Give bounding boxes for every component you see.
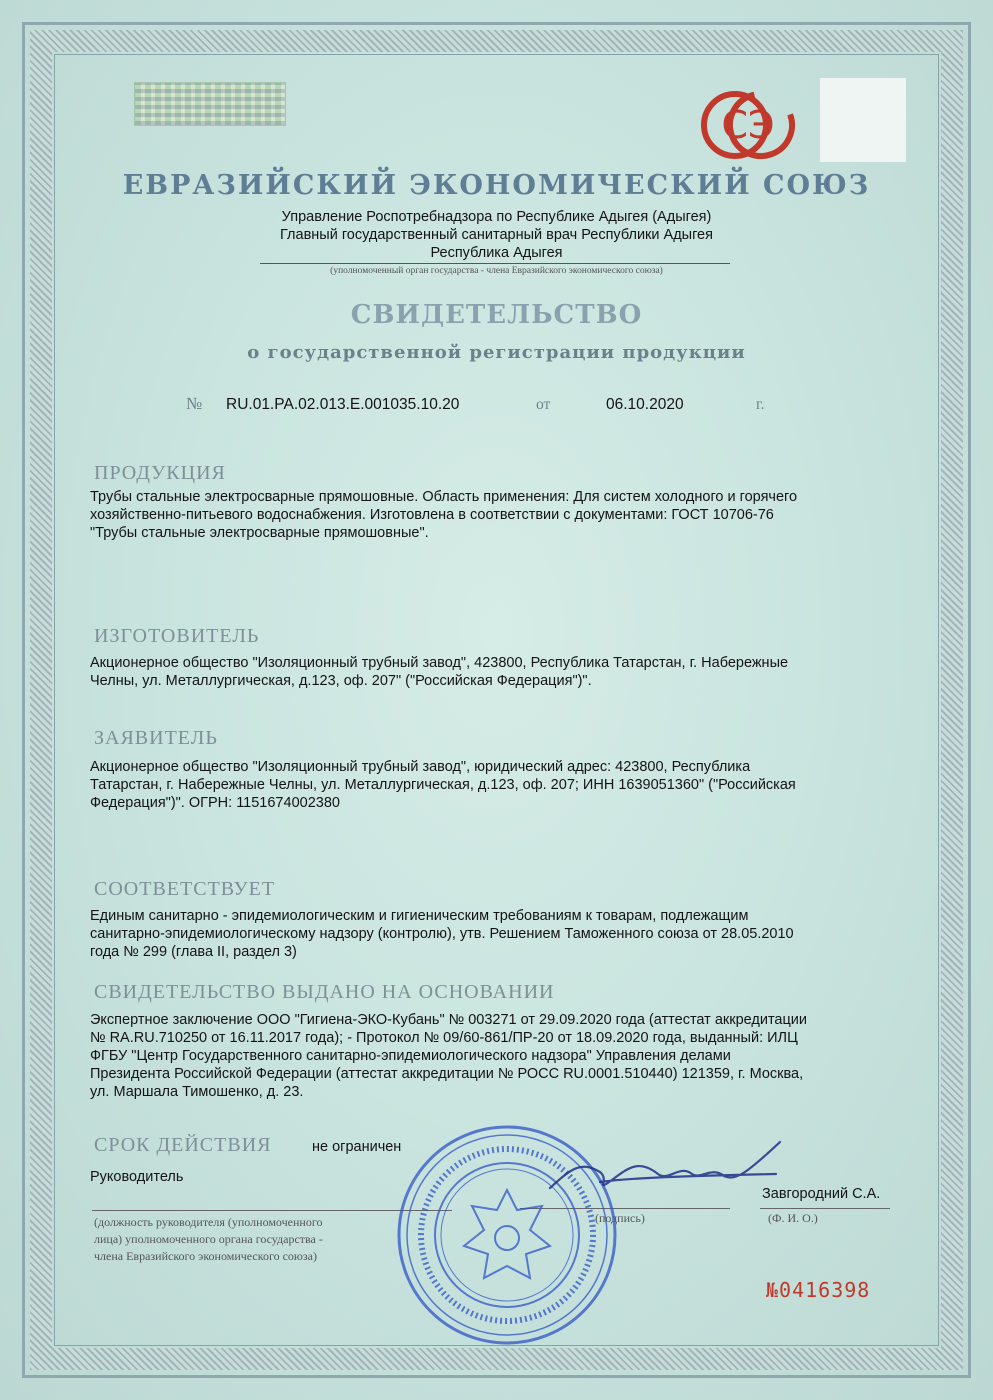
applicant-line: Федерация")". ОГРН: 1151674002380 <box>90 795 340 811</box>
conforms-line: Единым санитарно - эпидемиологическим и гигиеническим требованиям к товарам, подлежащим <box>90 908 749 924</box>
basis-line: ФГБУ "Центр Государственного санитарно-эпидемиологического надзора" Управления делами <box>90 1048 731 1064</box>
svg-text:СЭ: СЭ <box>721 103 775 147</box>
certificate-subtitle: о государственной регистрации продукции <box>247 342 746 363</box>
signer-name: Завгородний С.А. <box>762 1186 881 1202</box>
authority-block <box>0 208 993 262</box>
caption-line: члена Евразийского экономического союза) <box>94 1249 317 1263</box>
product-line: Трубы стальные электросварные прямошовные. Область применения: Для систем холодного и горячего <box>90 489 798 505</box>
caption-line: (должность руководителя (уполномоченного <box>94 1215 323 1229</box>
product-heading: ПРОДУКЦИЯ <box>94 462 226 484</box>
caption-line: лица) уполномоченного органа государства - <box>94 1232 323 1246</box>
manufacturer-text <box>90 654 890 690</box>
signature-caption: (подпись) <box>595 1211 645 1225</box>
name-caption: (Ф. И. О.) <box>768 1211 818 1225</box>
validity-value: не ограничен <box>312 1139 402 1155</box>
signature-scribble-icon <box>540 1130 800 1210</box>
conforms-line: года № 299 (глава II, раздел 3) <box>90 944 297 960</box>
applicant-line: Акционерное общество "Изоляционный трубный завод", юридический адрес: 423800, Республика <box>90 759 751 775</box>
certificate-number: RU.01.РА.02.013.Е.001035.10.20 <box>226 396 460 413</box>
basis-line: № RA.RU.710250 от 16.11.2017 года); - Протокол № 09/60-861/ПР-20 от 18.09.2020 года, выданный: ИЛЦ <box>90 1030 798 1046</box>
product-line: хозяйственно-питьевого водоснабжения. Изготовлена в соответствии с документами: ГОСТ 10706-76 <box>90 507 774 523</box>
signer-role: Руководитель <box>90 1169 184 1185</box>
basis-line: ул. Маршала Тимошенко, д. 23. <box>90 1084 304 1100</box>
basis-line: Президента Российской Федерации (аттестат аккредитации № РОСС RU.0001.510440) 121359, г. Москва, <box>90 1066 804 1082</box>
white-label <box>820 78 906 162</box>
eac-logo-icon <box>700 90 796 160</box>
date-label: от <box>536 396 551 413</box>
authority-line-1: Управление Роспотребнадзора по Республике Адыгея (Адыгея) <box>281 209 712 225</box>
product-line: "Трубы стальные электросварные прямошовные". <box>90 525 429 541</box>
basis-heading: СВИДЕТЕЛЬСТВО ВЫДАНО НА ОСНОВАНИИ <box>94 981 555 1003</box>
applicant-text <box>90 758 890 812</box>
manufacturer-heading: ИЗГОТОВИТЕЛЬ <box>94 625 260 647</box>
position-caption <box>94 1214 323 1265</box>
applicant-heading: ЗАЯВИТЕЛЬ <box>94 727 218 749</box>
authority-line-3: Республика Адыгея <box>430 245 563 261</box>
basis-text <box>90 1011 890 1101</box>
manufacturer-line: Акционерное общество "Изоляционный трубный завод", 423800, Республика Татарстан, г. Набережные <box>90 655 789 671</box>
hologram-sticker <box>134 82 286 126</box>
union-title: ЕВРАЗИЙСКИЙ ЭКОНОМИЧЕСКИЙ СОЮЗ <box>122 170 871 201</box>
certificate-title: СВИДЕТЕЛЬСТВО <box>350 300 643 330</box>
certificate-date: 06.10.2020 <box>606 396 684 413</box>
validity-heading: СРОК ДЕЙСТВИЯ <box>94 1134 272 1156</box>
authority-note: (уполномоченный орган государства - члена Евразийского экономического союза) <box>330 266 663 276</box>
authority-rule <box>260 263 730 264</box>
serial-number: №0416398 <box>766 1278 871 1302</box>
applicant-line: Татарстан, г. Набережные Челны, ул. Металлургическая, д.123, оф. 207; ИНН 1639051360" ("Российская <box>90 777 796 793</box>
conforms-text <box>90 907 890 961</box>
basis-line: Экспертное заключение ООО "Гигиена-ЭКО-Кубань" № 003271 от 29.09.2020 года (аттестат аккредитации <box>90 1012 807 1028</box>
conforms-line: санитарно-эпидемиологическому надзору (контролю), утв. Решением Таможенного союза от 28.05.2010 <box>90 926 794 942</box>
authority-line-2: Главный государственный санитарный врач Республики Адыгея <box>280 227 713 243</box>
conforms-heading: СООТВЕТСТВУЕТ <box>94 878 276 900</box>
year-suffix: г. <box>756 396 765 413</box>
product-text <box>90 488 890 542</box>
number-label: № <box>186 394 203 413</box>
manufacturer-line: Челны, ул. Металлургическая, д.123, оф. 207" ("Российская Федерация")". <box>90 673 592 689</box>
